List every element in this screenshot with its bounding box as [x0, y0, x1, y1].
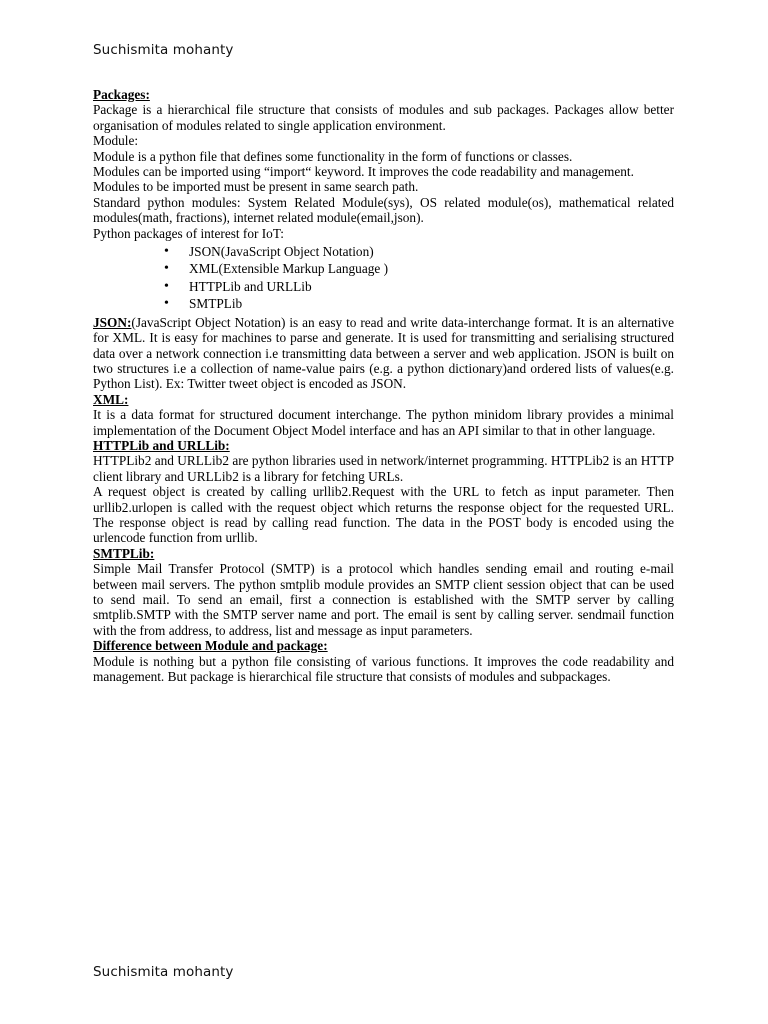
module-line: Python packages of interest for IoT:	[93, 225, 284, 241]
module-line: Modules can be imported using “import“ keyword. It improves the code readability and management.	[93, 164, 634, 180]
difference-text: Module is nothing but a python file consisting of various functions. It improves the code readability and management. But package is hierarchical file structure that consists of modules and subpackages.	[93, 653, 674, 685]
json-paragraph	[93, 315, 674, 392]
module-label: Module:	[93, 133, 139, 149]
smtplib-text: Simple Mail Transfer Protocol (SMTP) is a protocol which handles sending email and routing e-mail between mail servers. The python smtplib module provides an SMTP client session object that can be used to send mail. To send an email, first a connection is established with the SMTP server by calling smtplib.SMTP with the SMTP server name and port. The email is sent by calling server. sendmail function with the from address, to address, list and message as input parameters.	[93, 561, 674, 638]
page-footer: Suchismita mohanty	[93, 964, 234, 980]
difference-heading: Difference between Module and package:	[93, 638, 328, 654]
module-line: Standard python modules: System Related Module(sys), OS related module(os), mathematical related modules(math, fractions), internet related module(email,json).	[93, 194, 674, 226]
iot-packages-list	[93, 243, 674, 313]
list-item: • HTTPLib and URLLib	[164, 278, 674, 295]
smtplib-heading: SMTPLib:	[93, 545, 155, 561]
list-item: • XML(Extensible Markup Language )	[164, 260, 674, 277]
document-body	[93, 87, 674, 684]
list-item: • SMTPLib	[164, 295, 674, 312]
packages-definition: Package is a hierarchical file structure that consists of modules and sub packages. Packages allow better organisation of modules related to single application environment.	[93, 102, 674, 133]
httplib-text: HTTPLib2 and URLLib2 are python libraries used in network/internet programming. HTTPLib2 is an HTTP client library and URLLib2 is a library for fetching URLs.	[93, 453, 674, 484]
packages-heading: Packages:	[93, 87, 150, 102]
json-heading: JSON:	[93, 314, 132, 330]
page-header: Suchismita mohanty	[93, 42, 234, 58]
httplib-text: A request object is created by calling urllib2.Request with the URL to fetch as input parameter. Then urllib2.urlopen is called with the request object which returns the response object for the requested URL. The response object is read by calling read function. The data in the POST body is encoded using the urlencode function from urllib.	[93, 484, 674, 546]
list-item: • JSON(JavaScript Object Notation)	[164, 243, 674, 260]
json-text: (JavaScript Object Notation) is an easy to read and write data-interchange format. It is an alternative for XML. It is easy for machines to parse and generate. It is used for transmitting and serialising structured data over a network connection i.e transmitting data between a server and web application. JSON is built on two structures i.e a collection of name-value pairs (e.g. a python dictionary)and ordered lists of values(e.g. Python List). Ex: Twitter tweet object is encoded as JSON.	[93, 314, 674, 392]
module-line: Modules to be imported must be present in same search path.	[93, 179, 419, 195]
module-line: Module is a python file that defines some functionality in the form of functions or classes.	[93, 148, 573, 164]
httplib-heading: HTTPLib and URLLib:	[93, 437, 230, 453]
xml-text: It is a data format for structured document interchange. The python minidom library provides a minimal implementation of the Document Object Model interface and has an API similar to that in other language.	[93, 407, 674, 438]
xml-heading: XML:	[93, 391, 129, 407]
